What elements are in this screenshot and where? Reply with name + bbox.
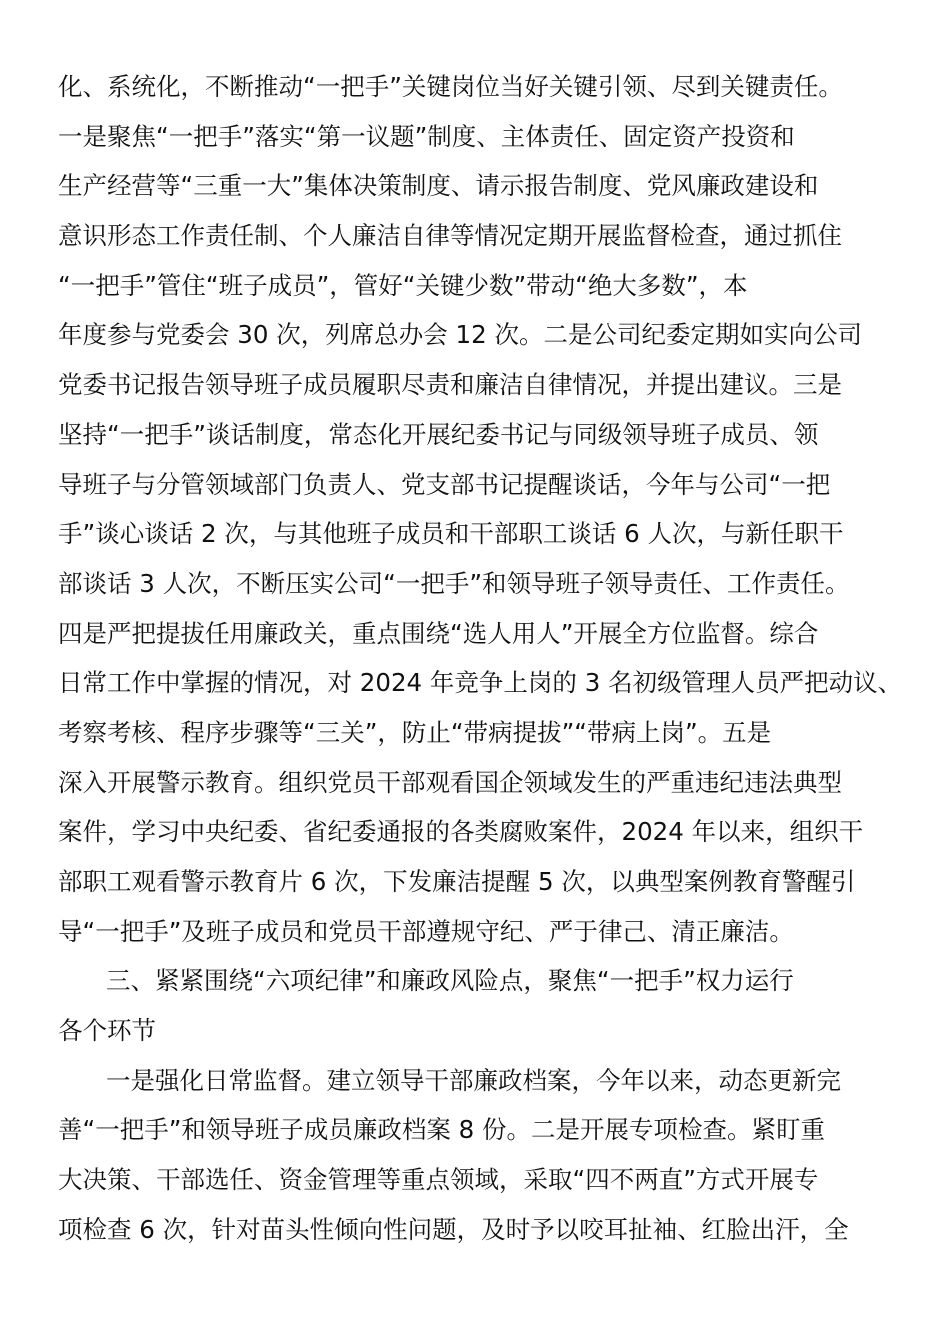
text-line: 大决策、干部选任、资金管理等重点领域，采取“四不两直”方式开展专 xyxy=(58,1165,819,1195)
text-line: 善“一把手”和领导班子成员廉政档案 8 份。二是开展专项检查。紧盯重 xyxy=(58,1115,826,1145)
text-line: 深入开展警示教育。组织党员干部观看国企领域发生的严重违纪违法典型 xyxy=(58,767,842,797)
text-line: 化、系统化，不断推动“一把手”关键岗位当好关键引领、尽到关键责任。 xyxy=(58,72,843,101)
text-line: 部谈话 3 人次，不断压实公司“一把手”和领导班子领导责任、工作责任。 xyxy=(58,568,850,598)
text-line: 手”谈心谈话 2 次，与其他班子成员和干部职工谈话 6 人次，与新任职干 xyxy=(58,519,844,549)
text-line: 导“一把手”及班子成员和党员干部遵规守纪、严于律己、清正廉洁。 xyxy=(58,916,794,946)
text-line: 四是严把提拔任用廉政关，重点围绕“选人用人”开展全方位监督。综合 xyxy=(58,618,819,648)
text-line: 部职工观看警示教育片 6 次，下发廉洁提醒 5 次，以典型案例教育警醒引 xyxy=(58,867,856,896)
section-heading-continued: 各个环节 xyxy=(58,1016,156,1046)
text-line: 坚持“一把手”谈话制度，常态化开展纪委书记与同级领导班子成员、领 xyxy=(58,419,819,449)
text-line: 日常工作中掌握的情况，对 2024 年竞争上岗的 3 名初级管理人员严把动议、 xyxy=(58,668,903,698)
paragraph-start-line: 一是强化日常监督。建立领导干部廉政档案，今年以来，动态更新完 xyxy=(106,1065,841,1095)
text-line: 生产经营等“三重一大”集体决策制度、请示报告制度、党风廉政建设和 xyxy=(58,171,819,201)
text-line: 一是聚焦“一把手”落实“第一议题”制度、主体责任、固定资产投资和 xyxy=(58,121,795,151)
text-line: 导班子与分管领域部门负责人、党支部书记提醒谈话，今年与公司“一把 xyxy=(58,469,831,499)
section-heading: 三、紧紧围绕“六项纪律”和廉政风险点，聚焦“一把手”权力运行 xyxy=(106,966,794,996)
text-line: 党委书记报告领导班子成员履职尽责和廉洁自律情况，并提出建议。三是 xyxy=(58,370,842,400)
text-line: 案件，学习中央纪委、省纪委通报的各类腐败案件，2024 年以来，组织干 xyxy=(58,817,864,847)
text-line: 意识形态工作责任制、个人廉洁自律等情况定期开展监督检查，通过抓住 xyxy=(58,221,842,251)
document-page xyxy=(58,62,903,1255)
text-line: 年度参与党委会 30 次，列席总办会 12 次。二是公司纪委定期如实向公司 xyxy=(58,320,862,350)
text-line: 项检查 6 次，针对苗头性倾向性问题，及时予以咬耳扯袖、红脸出汗，全 xyxy=(58,1214,849,1244)
text-line: “一把手”管住“班子成员”，管好“关键少数”带动“绝大多数”，本 xyxy=(58,270,748,300)
text-line: 考察考核、程序步骤等“三关”，防止“带病提拔”“带病上岗”。五是 xyxy=(58,717,772,747)
